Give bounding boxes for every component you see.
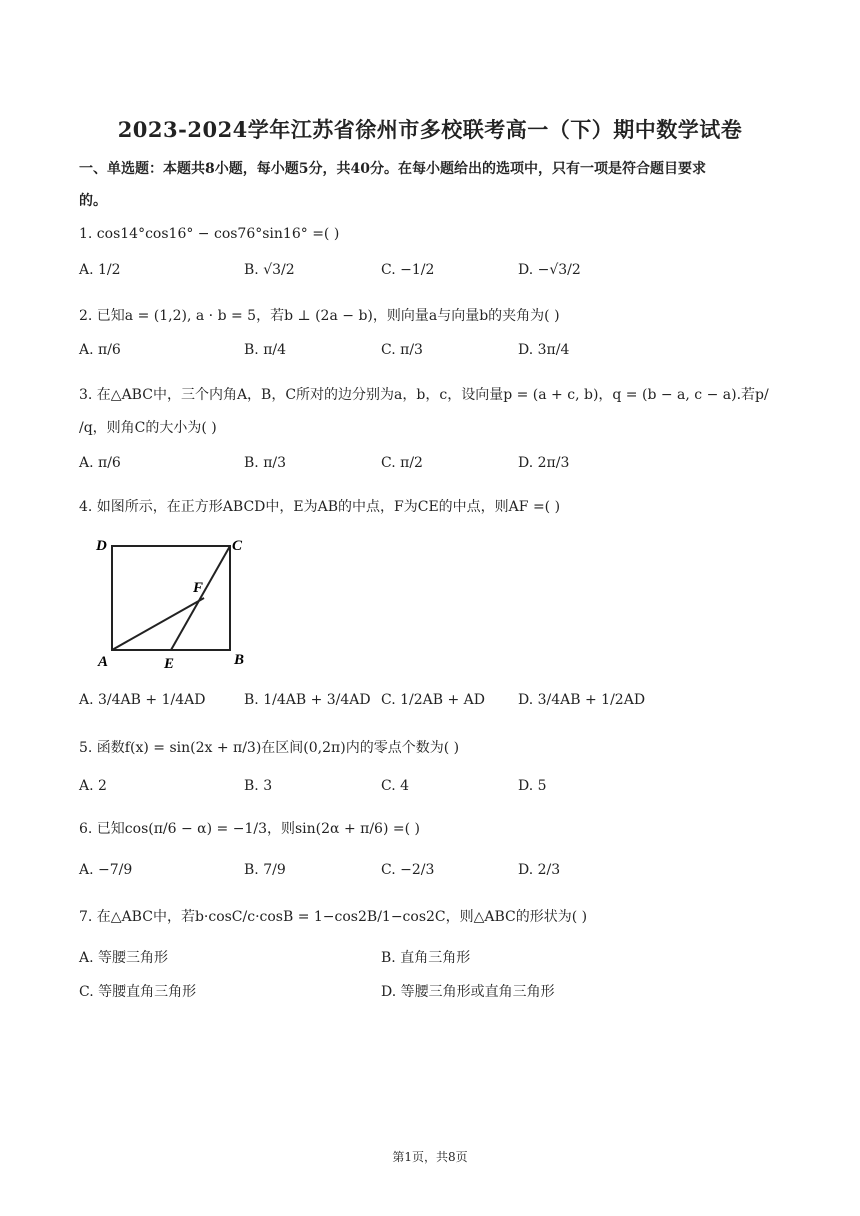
q2-option-a: A. π/6 <box>79 342 121 358</box>
q2-option-b: B. π/4 <box>244 342 287 358</box>
q4-option-b: B. 1/4AB + 3/4AD <box>244 692 371 708</box>
q4-stem: 4. 如图所示，在正方形ABCD中，E为AB的中点，F为CE的中点，则AF =( ) <box>79 499 561 515</box>
q6-option-d: D. 2/3 <box>518 862 561 878</box>
segment-ec <box>171 546 230 650</box>
q7-option-a: A. 等腰三角形 <box>79 950 169 966</box>
label-b: B <box>234 652 245 668</box>
q4-option-c: C. 1/2AB + AD <box>381 692 486 708</box>
label-c: C <box>232 538 243 554</box>
q7-option-b: B. 直角三角形 <box>381 950 471 966</box>
q3-option-d: D. 2π/3 <box>518 455 570 471</box>
q2-stem: 2. 已知a = (1,2), a · b = 5，若b ⊥ (2a − b)，则向量a与向量b的夹角为( ) <box>79 308 560 324</box>
section-heading-line1: 一、单选题：本题共8小题，每小题5分，共40分。在每小题给出的选项中，只有一项是符合题目要求 <box>79 161 706 177</box>
section-heading-line2: 的。 <box>79 193 107 209</box>
q7-stem: 7. 在△ABC中，若b·cosC/c·cosB = 1−cos2B/1−cos2C，则△ABC的形状为( ) <box>79 909 588 925</box>
q5-option-d: D. 5 <box>518 778 547 794</box>
q1-stem: 1. cos14°cos16° − cos76°sin16° =( ) <box>79 226 340 242</box>
label-a: A <box>98 654 109 670</box>
q6-option-b: B. 7/9 <box>244 862 286 878</box>
label-d: D <box>96 538 107 554</box>
q5-option-c: C. 4 <box>381 778 410 794</box>
q4-option-d: D. 3/4AB + 1/2AD <box>518 692 646 708</box>
page-title: 2023-2024学年江苏省徐州市多校联考高一（下）期中数学试卷 <box>117 117 743 142</box>
q6-option-c: C. −2/3 <box>381 862 435 878</box>
square-figure <box>92 532 262 672</box>
q1-option-d: D. −√3/2 <box>518 262 581 278</box>
q6-stem: 6. 已知cos(π/6 − α) = −1/3，则sin(2α + π/6) =( ) <box>79 821 420 837</box>
q1-option-a: A. 1/2 <box>79 262 121 278</box>
q3-option-a: A. π/6 <box>79 455 121 471</box>
q7-option-d: D. 等腰三角形或直角三角形 <box>381 984 555 1000</box>
q3-option-c: C. π/2 <box>381 455 423 471</box>
q3-stem-line1: 3. 在△ABC中，三个内角A，B，C所对的边分别为a，b，c，设向量p = (a + c, b)，q = (b − a, c − a).若p/ <box>79 387 769 403</box>
q7-option-c: C. 等腰直角三角形 <box>79 984 197 1000</box>
segment-af <box>112 598 204 650</box>
q5-stem: 5. 函数f(x) = sin(2x + π/3)在区间(0,2π)内的零点个数为( ) <box>79 740 460 756</box>
q5-option-a: A. 2 <box>79 778 107 794</box>
label-e: E <box>164 656 175 672</box>
page-footer: 第1页，共8页 <box>392 1150 468 1164</box>
q5-option-b: B. 3 <box>244 778 273 794</box>
q3-option-b: B. π/3 <box>244 455 287 471</box>
square-abcd <box>112 546 230 650</box>
label-f: F <box>193 580 204 596</box>
q6-option-a: A. −7/9 <box>79 862 133 878</box>
q2-option-d: D. 3π/4 <box>518 342 570 358</box>
q1-option-c: C. −1/2 <box>381 262 435 278</box>
q1-option-b: B. √3/2 <box>244 262 295 278</box>
q3-stem-line2: /q，则角C的大小为( ) <box>79 420 217 436</box>
q2-option-c: C. π/3 <box>381 342 423 358</box>
q4-option-a: A. 3/4AB + 1/4AD <box>79 692 206 708</box>
